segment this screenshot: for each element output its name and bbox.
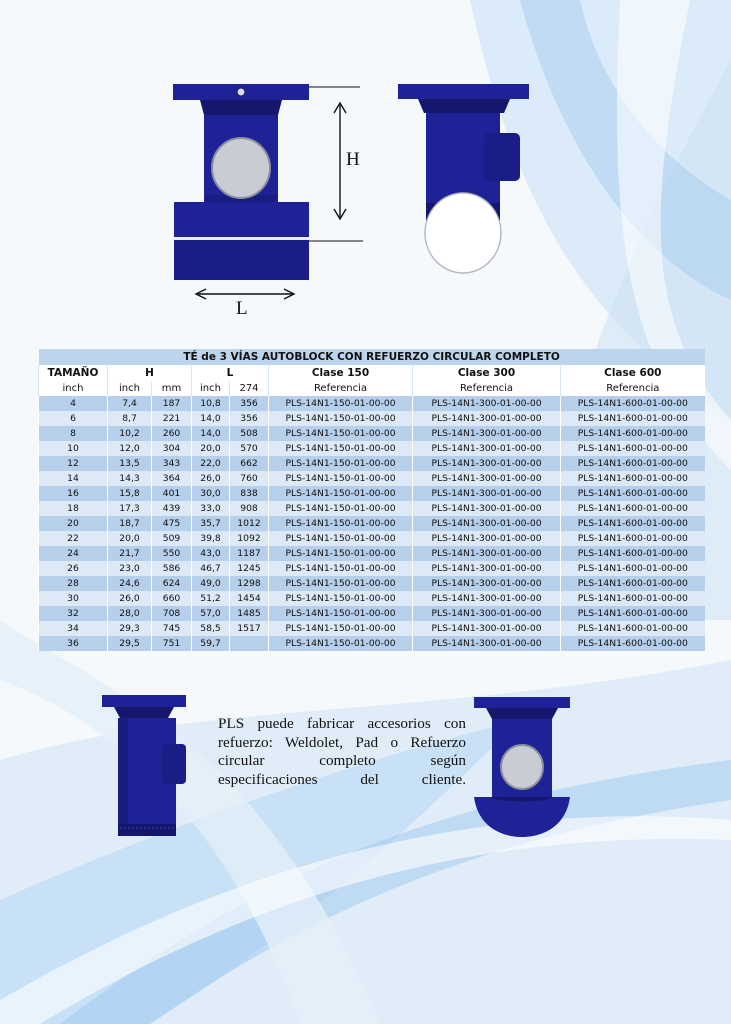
- unit-l-mm: 274: [230, 381, 269, 396]
- table-row: [39, 486, 705, 501]
- cell-l-mm: 356: [230, 396, 269, 411]
- cell-size: 34: [39, 621, 108, 636]
- cell-h-inch: 8,7: [108, 411, 152, 426]
- cell-ref-150: PLS-14N1-150-01-00-00: [269, 606, 413, 621]
- cell-ref-600: PLS-14N1-600-01-00-00: [561, 576, 705, 591]
- cell-l-inch: 46,7: [192, 561, 230, 576]
- cell-l-mm: 1245: [230, 561, 269, 576]
- table-row: [39, 456, 705, 471]
- spec-table-body: [39, 396, 705, 651]
- cell-size: 18: [39, 501, 108, 516]
- cell-h-mm: 550: [152, 546, 192, 561]
- cell-l-inch: 35,7: [192, 516, 230, 531]
- cell-h-inch: 13,5: [108, 456, 152, 471]
- cell-h-inch: 28,0: [108, 606, 152, 621]
- unit-l-inch: inch: [192, 381, 230, 396]
- cell-h-inch: 17,3: [108, 501, 152, 516]
- table-row: [39, 546, 705, 561]
- cell-size: 22: [39, 531, 108, 546]
- cell-ref-150: PLS-14N1-150-01-00-00: [269, 471, 413, 486]
- cell-h-mm: 260: [152, 426, 192, 441]
- cell-l-inch: 59,7: [192, 636, 230, 651]
- cell-l-mm: 508: [230, 426, 269, 441]
- cell-h-mm: 708: [152, 606, 192, 621]
- cell-l-mm: 1517: [230, 621, 269, 636]
- cell-l-mm: 838: [230, 486, 269, 501]
- cell-size: 14: [39, 471, 108, 486]
- table-row: [39, 576, 705, 591]
- cell-ref-600: PLS-14N1-600-01-00-00: [561, 636, 705, 651]
- cell-ref-600: PLS-14N1-600-01-00-00: [561, 396, 705, 411]
- cell-h-mm: 475: [152, 516, 192, 531]
- cell-l-mm: 1485: [230, 606, 269, 621]
- cell-ref-300: PLS-14N1-300-01-00-00: [413, 441, 561, 456]
- header-size: TAMAÑO: [39, 365, 108, 381]
- cell-ref-300: PLS-14N1-300-01-00-00: [413, 576, 561, 591]
- cell-ref-600: PLS-14N1-600-01-00-00: [561, 501, 705, 516]
- cell-h-mm: 509: [152, 531, 192, 546]
- tee-front-view-small-diagram: [472, 697, 572, 837]
- cell-l-mm: 1012: [230, 516, 269, 531]
- note-paragraph: PLS puede fabricar accesorios con refuerzo: Weldolet, Pad o Refuerzo circular completo según especificaciones del cliente.: [218, 715, 466, 788]
- cell-ref-300: PLS-14N1-300-01-00-00: [413, 486, 561, 501]
- cell-ref-150: PLS-14N1-150-01-00-00: [269, 501, 413, 516]
- cell-ref-300: PLS-14N1-300-01-00-00: [413, 396, 561, 411]
- cell-size: 28: [39, 576, 108, 591]
- cell-h-mm: 624: [152, 576, 192, 591]
- table-row: [39, 531, 705, 546]
- cell-ref-300: PLS-14N1-300-01-00-00: [413, 426, 561, 441]
- cell-ref-300: PLS-14N1-300-01-00-00: [413, 561, 561, 576]
- cell-ref-300: PLS-14N1-300-01-00-00: [413, 411, 561, 426]
- cell-ref-150: PLS-14N1-150-01-00-00: [269, 636, 413, 651]
- table-row: [39, 636, 705, 651]
- table-row: [39, 591, 705, 606]
- cell-l-mm: 570: [230, 441, 269, 456]
- cell-ref-600: PLS-14N1-600-01-00-00: [561, 531, 705, 546]
- cell-h-mm: 364: [152, 471, 192, 486]
- cell-size: 24: [39, 546, 108, 561]
- cell-h-mm: 439: [152, 501, 192, 516]
- cell-ref-600: PLS-14N1-600-01-00-00: [561, 516, 705, 531]
- table-row: [39, 606, 705, 621]
- tee-side-view-small-diagram: [100, 694, 190, 842]
- cell-h-inch: 18,7: [108, 516, 152, 531]
- cell-l-inch: 30,0: [192, 486, 230, 501]
- unit-ref-150: Referencia: [269, 381, 413, 396]
- cell-l-mm: 908: [230, 501, 269, 516]
- table-row: [39, 501, 705, 516]
- cell-h-inch: 29,3: [108, 621, 152, 636]
- table-row: [39, 396, 705, 411]
- cell-ref-150: PLS-14N1-150-01-00-00: [269, 456, 413, 471]
- cell-ref-600: PLS-14N1-600-01-00-00: [561, 561, 705, 576]
- cell-l-inch: 49,0: [192, 576, 230, 591]
- cell-l-mm: 662: [230, 456, 269, 471]
- cell-l-inch: 22,0: [192, 456, 230, 471]
- cell-ref-300: PLS-14N1-300-01-00-00: [413, 501, 561, 516]
- cell-h-mm: 660: [152, 591, 192, 606]
- cell-h-inch: 12,0: [108, 441, 152, 456]
- cell-h-mm: 586: [152, 561, 192, 576]
- cell-ref-300: PLS-14N1-300-01-00-00: [413, 546, 561, 561]
- cell-size: 16: [39, 486, 108, 501]
- cell-l-inch: 14,0: [192, 426, 230, 441]
- cell-h-inch: 15,8: [108, 486, 152, 501]
- cell-ref-150: PLS-14N1-150-01-00-00: [269, 591, 413, 606]
- cell-h-mm: 304: [152, 441, 192, 456]
- cell-h-inch: 29,5: [108, 636, 152, 651]
- cell-h-mm: 751: [152, 636, 192, 651]
- cell-ref-150: PLS-14N1-150-01-00-00: [269, 426, 413, 441]
- cell-l-inch: 58,5: [192, 621, 230, 636]
- cell-l-inch: 20,0: [192, 441, 230, 456]
- cell-ref-150: PLS-14N1-150-01-00-00: [269, 516, 413, 531]
- cell-ref-300: PLS-14N1-300-01-00-00: [413, 516, 561, 531]
- cell-ref-300: PLS-14N1-300-01-00-00: [413, 591, 561, 606]
- cell-ref-150: PLS-14N1-150-01-00-00: [269, 561, 413, 576]
- cell-ref-300: PLS-14N1-300-01-00-00: [413, 621, 561, 636]
- cell-h-inch: 20,0: [108, 531, 152, 546]
- table-title: TÉ de 3 VÍAS AUTOBLOCK CON REFUERZO CIRCULAR COMPLETO: [39, 349, 705, 365]
- table-row: [39, 516, 705, 531]
- cell-l-inch: 33,0: [192, 501, 230, 516]
- cell-size: 6: [39, 411, 108, 426]
- header-h: H: [108, 365, 192, 381]
- cell-ref-300: PLS-14N1-300-01-00-00: [413, 531, 561, 546]
- header-class-300: Clase 300: [413, 365, 561, 381]
- cell-ref-150: PLS-14N1-150-01-00-00: [269, 576, 413, 591]
- unit-h-mm: mm: [152, 381, 192, 396]
- cell-h-inch: 26,0: [108, 591, 152, 606]
- cell-ref-150: PLS-14N1-150-01-00-00: [269, 486, 413, 501]
- table-row: [39, 426, 705, 441]
- cell-size: 4: [39, 396, 108, 411]
- cell-size: 26: [39, 561, 108, 576]
- cell-h-inch: 10,2: [108, 426, 152, 441]
- cell-h-mm: 343: [152, 456, 192, 471]
- unit-ref-600: Referencia: [561, 381, 705, 396]
- cell-size: 30: [39, 591, 108, 606]
- cell-ref-150: PLS-14N1-150-01-00-00: [269, 531, 413, 546]
- cell-l-mm: 760: [230, 471, 269, 486]
- cell-size: 8: [39, 426, 108, 441]
- unit-ref-300: Referencia: [413, 381, 561, 396]
- dimension-l-label: L: [236, 298, 248, 319]
- cell-l-inch: 51,2: [192, 591, 230, 606]
- tee-front-view-diagram: [160, 75, 380, 325]
- unit-size: inch: [39, 381, 108, 396]
- table-row: [39, 471, 705, 486]
- cell-ref-600: PLS-14N1-600-01-00-00: [561, 456, 705, 471]
- cell-ref-300: PLS-14N1-300-01-00-00: [413, 471, 561, 486]
- cell-h-inch: 23,0: [108, 561, 152, 576]
- cell-h-mm: 745: [152, 621, 192, 636]
- dimension-h-label: H: [346, 149, 360, 170]
- cell-h-mm: 187: [152, 396, 192, 411]
- cell-l-inch: 43,0: [192, 546, 230, 561]
- cell-ref-600: PLS-14N1-600-01-00-00: [561, 486, 705, 501]
- cell-h-inch: 14,3: [108, 471, 152, 486]
- header-class-150: Clase 150: [269, 365, 413, 381]
- table-row: [39, 441, 705, 456]
- cell-ref-150: PLS-14N1-150-01-00-00: [269, 546, 413, 561]
- cell-ref-600: PLS-14N1-600-01-00-00: [561, 441, 705, 456]
- cell-size: 32: [39, 606, 108, 621]
- table-row: [39, 561, 705, 576]
- header-l: L: [192, 365, 269, 381]
- unit-h-inch: inch: [108, 381, 152, 396]
- cell-ref-150: PLS-14N1-150-01-00-00: [269, 411, 413, 426]
- cell-l-inch: 26,0: [192, 471, 230, 486]
- cell-ref-600: PLS-14N1-600-01-00-00: [561, 621, 705, 636]
- table-row: [39, 621, 705, 636]
- cell-l-mm: 1298: [230, 576, 269, 591]
- table-row: [39, 411, 705, 426]
- cell-l-mm: 1092: [230, 531, 269, 546]
- cell-h-inch: 24,6: [108, 576, 152, 591]
- cell-h-inch: 7,4: [108, 396, 152, 411]
- cell-l-mm: 1454: [230, 591, 269, 606]
- cell-ref-600: PLS-14N1-600-01-00-00: [561, 606, 705, 621]
- cell-l-mm: 1187: [230, 546, 269, 561]
- cell-l-mm: [230, 636, 269, 651]
- cell-ref-300: PLS-14N1-300-01-00-00: [413, 456, 561, 471]
- cell-ref-150: PLS-14N1-150-01-00-00: [269, 621, 413, 636]
- cell-h-inch: 21,7: [108, 546, 152, 561]
- cell-ref-150: PLS-14N1-150-01-00-00: [269, 441, 413, 456]
- cell-l-inch: 14,0: [192, 411, 230, 426]
- cell-l-inch: 39,8: [192, 531, 230, 546]
- cell-ref-600: PLS-14N1-600-01-00-00: [561, 411, 705, 426]
- cell-l-mm: 356: [230, 411, 269, 426]
- cell-h-mm: 221: [152, 411, 192, 426]
- spec-table: [38, 349, 705, 651]
- cell-ref-300: PLS-14N1-300-01-00-00: [413, 636, 561, 651]
- cell-ref-600: PLS-14N1-600-01-00-00: [561, 546, 705, 561]
- cell-size: 10: [39, 441, 108, 456]
- cell-size: 36: [39, 636, 108, 651]
- cell-size: 20: [39, 516, 108, 531]
- cell-ref-600: PLS-14N1-600-01-00-00: [561, 426, 705, 441]
- cell-ref-600: PLS-14N1-600-01-00-00: [561, 471, 705, 486]
- cell-ref-300: PLS-14N1-300-01-00-00: [413, 606, 561, 621]
- cell-ref-600: PLS-14N1-600-01-00-00: [561, 591, 705, 606]
- cell-h-mm: 401: [152, 486, 192, 501]
- tee-side-view-diagram: [398, 83, 530, 278]
- cell-l-inch: 57,0: [192, 606, 230, 621]
- cell-size: 12: [39, 456, 108, 471]
- cell-ref-150: PLS-14N1-150-01-00-00: [269, 396, 413, 411]
- cell-l-inch: 10,8: [192, 396, 230, 411]
- header-class-600: Clase 600: [561, 365, 705, 381]
